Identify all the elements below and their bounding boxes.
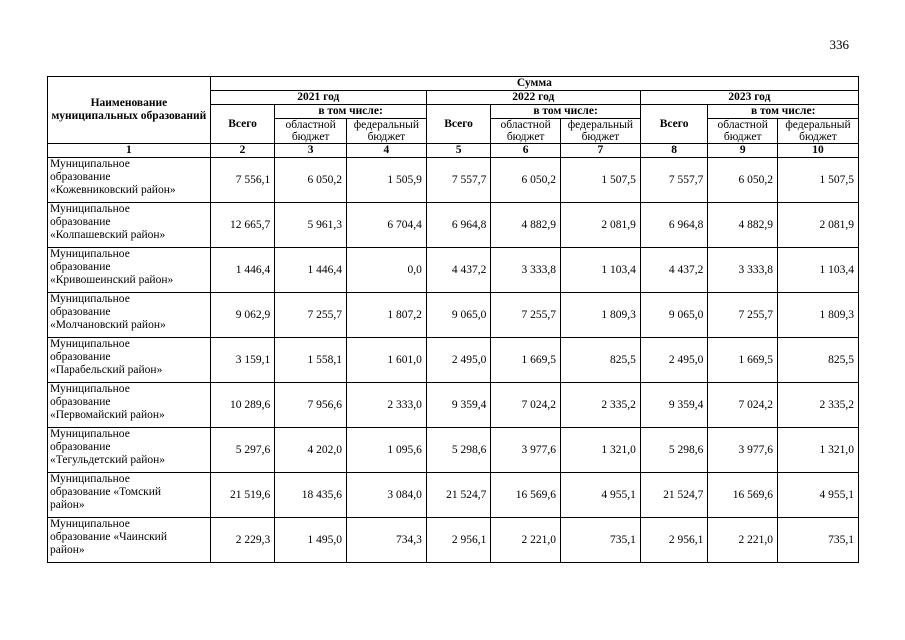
federal-header-2023: федеральный бюджет xyxy=(778,119,859,144)
total-header-2021: Всего xyxy=(210,105,275,144)
value-cell: 6 050,2 xyxy=(708,158,778,203)
table-row xyxy=(48,518,859,563)
value-cell: 1 809,3 xyxy=(778,293,859,338)
value-cell: 7 557,7 xyxy=(640,158,708,203)
value-cell: 1 507,5 xyxy=(560,158,640,203)
table-row xyxy=(48,428,859,473)
value-cell: 7 024,2 xyxy=(491,383,561,428)
municipality-name-cell: Муниципальное образование «Парабельский район» xyxy=(48,338,211,383)
table-row xyxy=(48,338,859,383)
value-cell: 4 437,2 xyxy=(426,248,491,293)
value-cell: 3 159,1 xyxy=(210,338,275,383)
value-cell: 3 333,8 xyxy=(708,248,778,293)
table-body xyxy=(48,158,859,563)
value-cell: 825,5 xyxy=(778,338,859,383)
incl-header-2021: в том числе: xyxy=(275,105,427,119)
value-cell: 2 081,9 xyxy=(560,203,640,248)
value-cell: 6 964,8 xyxy=(426,203,491,248)
value-cell: 2 495,0 xyxy=(640,338,708,383)
value-cell: 1 507,5 xyxy=(778,158,859,203)
value-cell: 9 062,9 xyxy=(210,293,275,338)
value-cell: 3 084,0 xyxy=(346,473,426,518)
municipality-name-cell: Муниципальное образование «Томский район» xyxy=(48,473,211,518)
column-number: 3 xyxy=(275,144,347,158)
column-number: 4 xyxy=(346,144,426,158)
federal-header-2022: федеральный бюджет xyxy=(560,119,640,144)
sum-header: Сумма xyxy=(210,77,858,91)
value-cell: 21 519,6 xyxy=(210,473,275,518)
value-cell: 1 103,4 xyxy=(778,248,859,293)
value-cell: 3 977,6 xyxy=(708,428,778,473)
value-cell: 4 202,0 xyxy=(275,428,347,473)
column-number: 8 xyxy=(640,144,708,158)
value-cell: 7 956,6 xyxy=(275,383,347,428)
regional-header-2023: областной бюджет xyxy=(708,119,778,144)
column-number-row xyxy=(48,144,859,158)
column-number: 9 xyxy=(708,144,778,158)
value-cell: 1 321,0 xyxy=(560,428,640,473)
value-cell: 1 601,0 xyxy=(346,338,426,383)
incl-header-2023: в том числе: xyxy=(708,105,859,119)
value-cell: 2 333,0 xyxy=(346,383,426,428)
value-cell: 5 297,6 xyxy=(210,428,275,473)
value-cell: 7 255,7 xyxy=(708,293,778,338)
municipality-name-cell: Муниципальное образование «Тегульдетский район» xyxy=(48,428,211,473)
value-cell: 7 557,7 xyxy=(426,158,491,203)
value-cell: 21 524,7 xyxy=(426,473,491,518)
value-cell: 7 255,7 xyxy=(275,293,347,338)
year-header-2023: 2023 год xyxy=(640,91,858,105)
value-cell: 1 446,4 xyxy=(210,248,275,293)
value-cell: 5 298,6 xyxy=(640,428,708,473)
incl-header-2022: в том числе: xyxy=(491,105,640,119)
value-cell: 735,1 xyxy=(778,518,859,563)
value-cell: 6 050,2 xyxy=(275,158,347,203)
year-header-2022: 2022 год xyxy=(426,91,640,105)
value-cell: 2 221,0 xyxy=(708,518,778,563)
municipality-name-cell: Муниципальное образование «Первомайский район» xyxy=(48,383,211,428)
budget-table xyxy=(47,76,859,563)
value-cell: 2 081,9 xyxy=(778,203,859,248)
value-cell: 7 024,2 xyxy=(708,383,778,428)
value-cell: 1 505,9 xyxy=(346,158,426,203)
value-cell: 9 359,4 xyxy=(640,383,708,428)
table-row xyxy=(48,158,859,203)
value-cell: 6 050,2 xyxy=(491,158,561,203)
value-cell: 6 964,8 xyxy=(640,203,708,248)
federal-header-2021: федеральный бюджет xyxy=(346,119,426,144)
value-cell: 735,1 xyxy=(560,518,640,563)
page-number: 336 xyxy=(829,37,849,52)
value-cell: 2 956,1 xyxy=(426,518,491,563)
value-cell: 16 569,6 xyxy=(708,473,778,518)
value-cell: 1 495,0 xyxy=(275,518,347,563)
table-row xyxy=(48,473,859,518)
value-cell: 9 065,0 xyxy=(426,293,491,338)
value-cell: 734,3 xyxy=(346,518,426,563)
municipality-name-cell: Муниципальное образование «Колпашевский район» xyxy=(48,203,211,248)
value-cell: 9 359,4 xyxy=(426,383,491,428)
value-cell: 1 103,4 xyxy=(560,248,640,293)
value-cell: 1 669,5 xyxy=(708,338,778,383)
value-cell: 2 335,2 xyxy=(778,383,859,428)
total-header-2022: Всего xyxy=(426,105,491,144)
value-cell: 825,5 xyxy=(560,338,640,383)
value-cell: 2 221,0 xyxy=(491,518,561,563)
table-row xyxy=(48,293,859,338)
name-column-header: Наименование муниципальных образований xyxy=(48,77,211,144)
value-cell: 2 229,3 xyxy=(210,518,275,563)
municipality-name-cell: Муниципальное образование «Чаинский район» xyxy=(48,518,211,563)
value-cell: 4 955,1 xyxy=(778,473,859,518)
column-number: 5 xyxy=(426,144,491,158)
table-row xyxy=(48,248,859,293)
table-row xyxy=(48,203,859,248)
column-number: 2 xyxy=(210,144,275,158)
total-header-2023: Всего xyxy=(640,105,708,144)
regional-header-2022: областной бюджет xyxy=(491,119,561,144)
value-cell: 2 495,0 xyxy=(426,338,491,383)
value-cell: 10 289,6 xyxy=(210,383,275,428)
value-cell: 18 435,6 xyxy=(275,473,347,518)
value-cell: 21 524,7 xyxy=(640,473,708,518)
value-cell: 4 882,9 xyxy=(491,203,561,248)
value-cell: 4 437,2 xyxy=(640,248,708,293)
column-number: 6 xyxy=(491,144,561,158)
value-cell: 1 558,1 xyxy=(275,338,347,383)
value-cell: 7 556,1 xyxy=(210,158,275,203)
value-cell: 2 335,2 xyxy=(560,383,640,428)
value-cell: 4 955,1 xyxy=(560,473,640,518)
value-cell: 5 961,3 xyxy=(275,203,347,248)
year-header-2021: 2021 год xyxy=(210,91,426,105)
value-cell: 3 977,6 xyxy=(491,428,561,473)
value-cell: 6 704,4 xyxy=(346,203,426,248)
value-cell: 12 665,7 xyxy=(210,203,275,248)
value-cell: 1 095,6 xyxy=(346,428,426,473)
value-cell: 0,0 xyxy=(346,248,426,293)
value-cell: 5 298,6 xyxy=(426,428,491,473)
value-cell: 1 809,3 xyxy=(560,293,640,338)
value-cell: 1 321,0 xyxy=(778,428,859,473)
value-cell: 3 333,8 xyxy=(491,248,561,293)
column-number: 10 xyxy=(778,144,859,158)
column-number: 1 xyxy=(48,144,211,158)
value-cell: 1 807,2 xyxy=(346,293,426,338)
value-cell: 9 065,0 xyxy=(640,293,708,338)
value-cell: 7 255,7 xyxy=(491,293,561,338)
municipality-name-cell: Муниципальное образование «Молчановский район» xyxy=(48,293,211,338)
table-row xyxy=(48,383,859,428)
value-cell: 1 669,5 xyxy=(491,338,561,383)
municipality-name-cell: Муниципальное образование «Кривошеинский район» xyxy=(48,248,211,293)
value-cell: 4 882,9 xyxy=(708,203,778,248)
value-cell: 1 446,4 xyxy=(275,248,347,293)
value-cell: 2 956,1 xyxy=(640,518,708,563)
header-row-sum xyxy=(48,77,859,91)
regional-header-2021: областной бюджет xyxy=(275,119,347,144)
column-number: 7 xyxy=(560,144,640,158)
municipality-name-cell: Муниципальное образование «Кожевниковский район» xyxy=(48,158,211,203)
value-cell: 16 569,6 xyxy=(491,473,561,518)
